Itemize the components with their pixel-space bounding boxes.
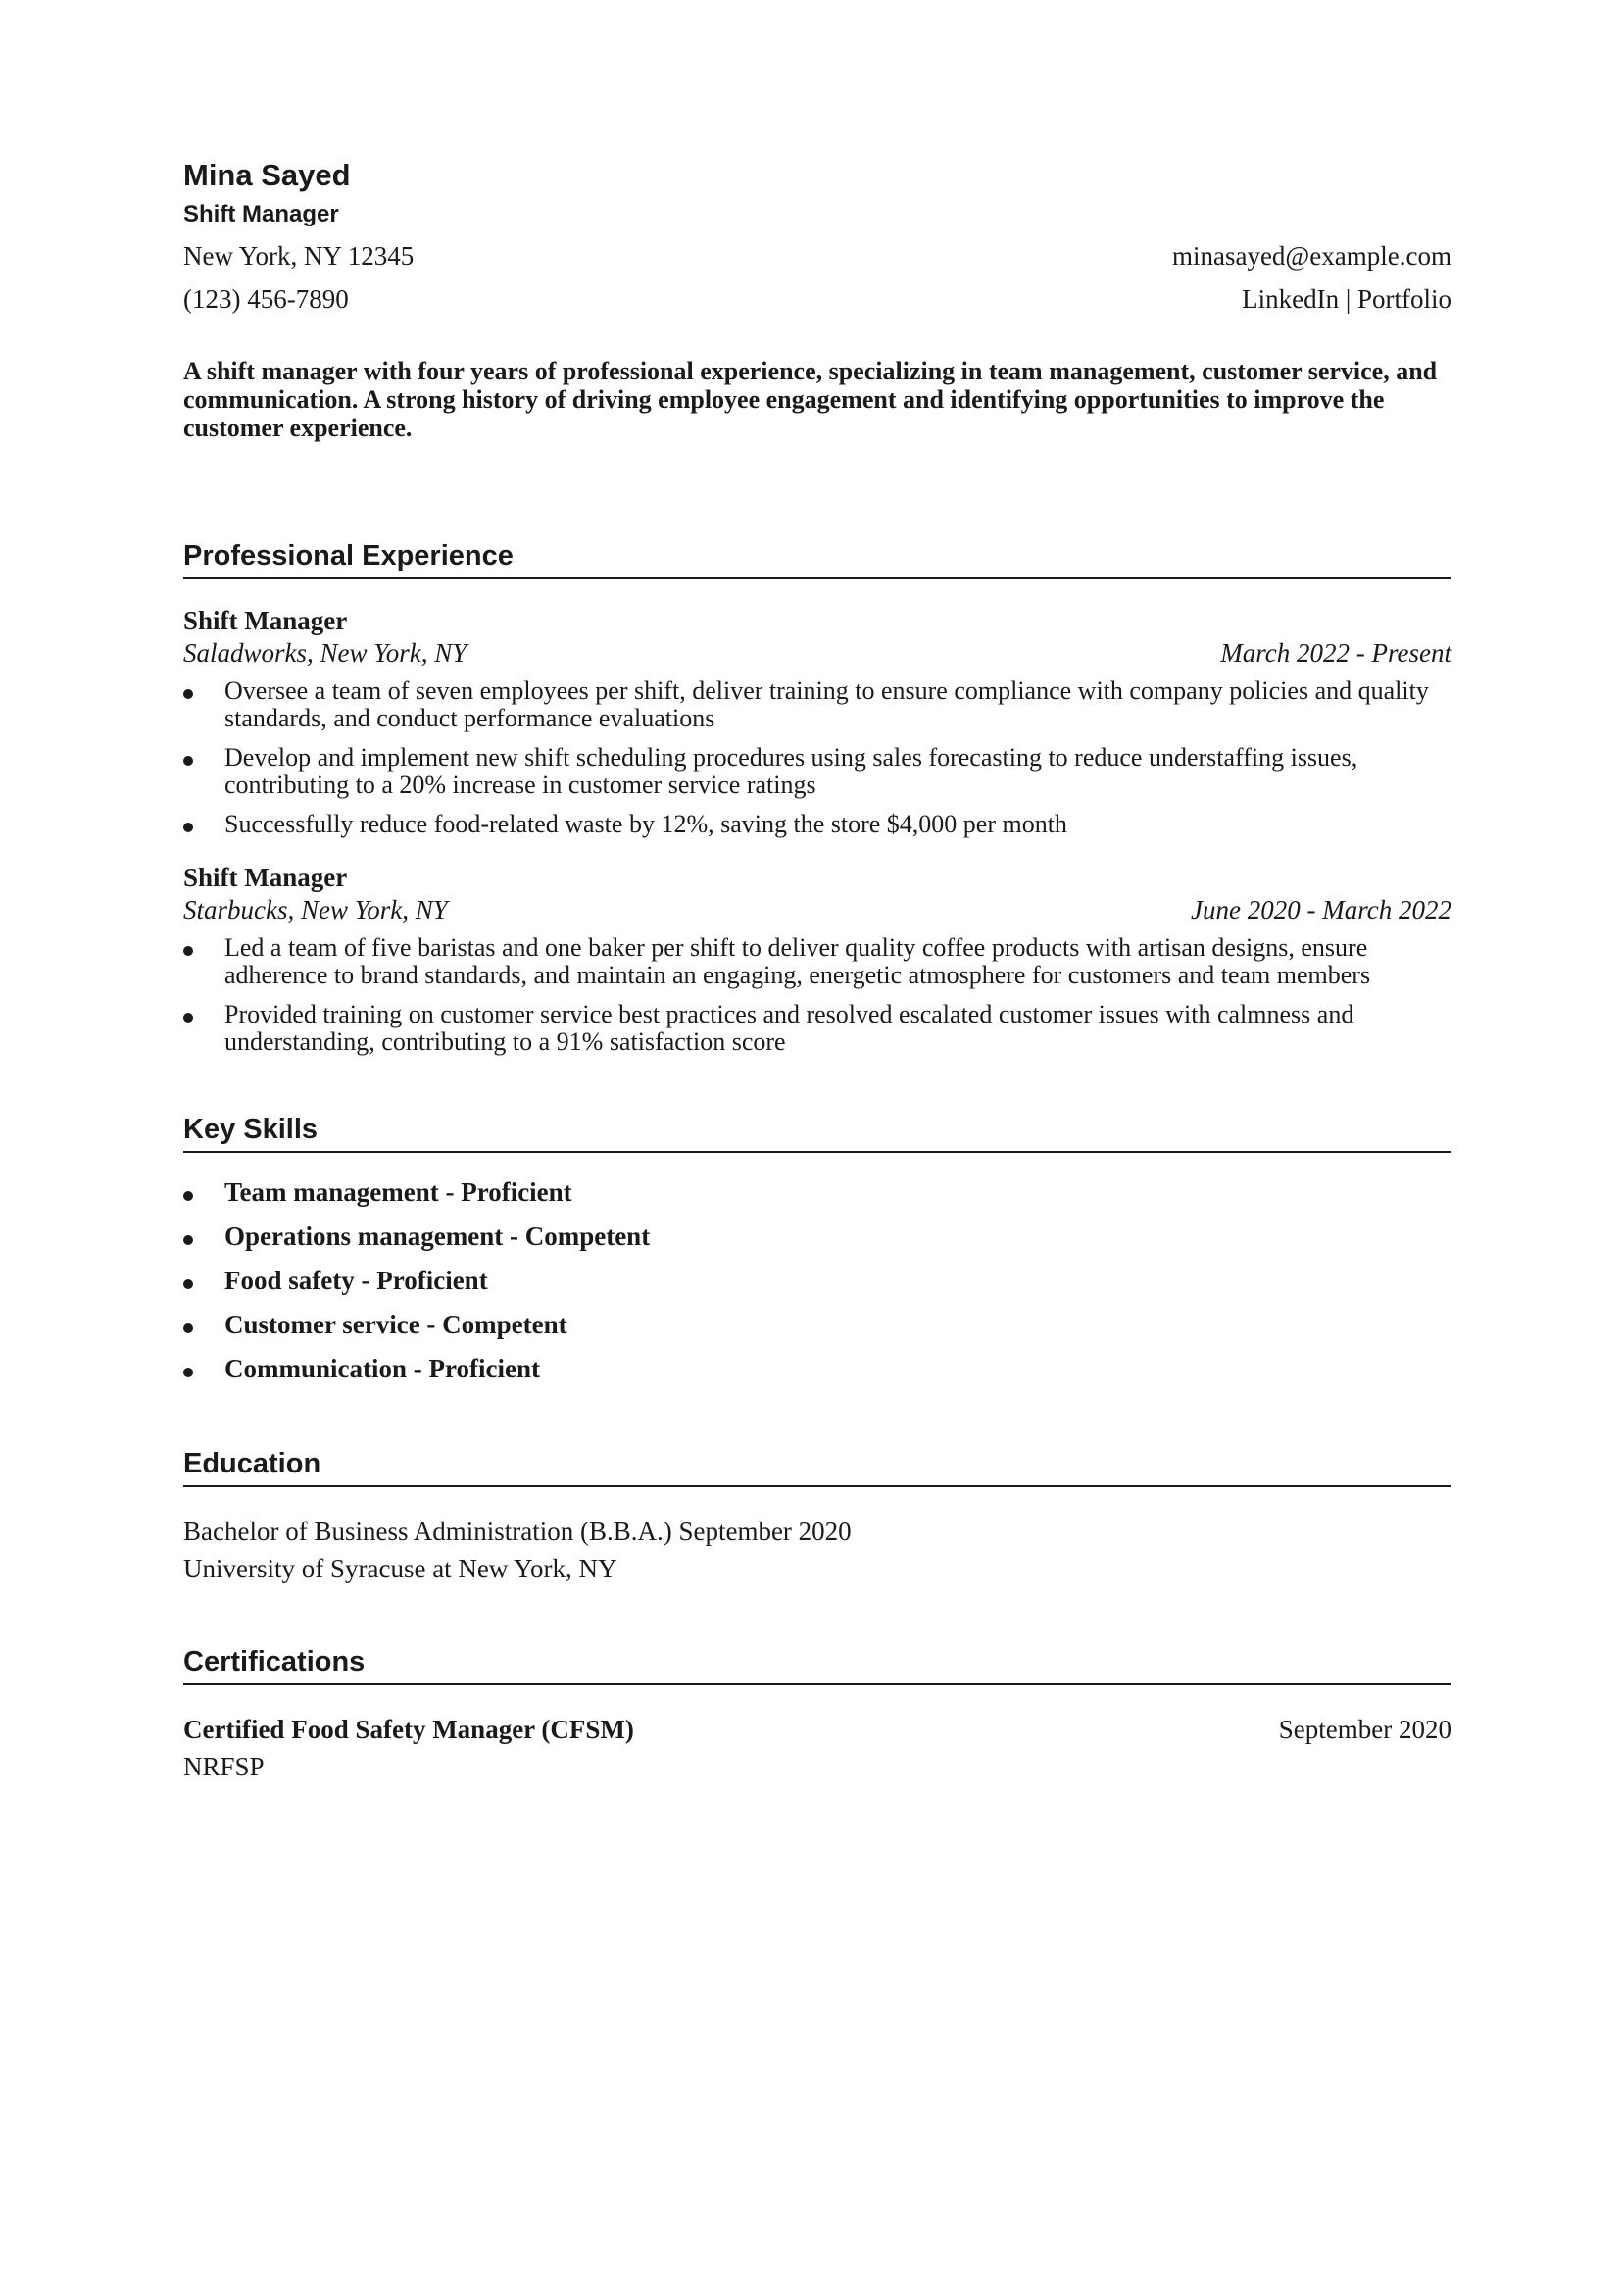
skill-item [183, 1221, 1451, 1253]
profile-links [1242, 282, 1451, 316]
job-company: Saladworks, New York, NY [183, 638, 467, 668]
skill-text: Food safety - Proficient [224, 1266, 488, 1295]
job-bullets [183, 677, 1451, 838]
bullet-item [183, 934, 1451, 989]
bullet-icon [183, 1235, 193, 1245]
bullet-icon [183, 756, 193, 766]
resume-page [183, 157, 1451, 1785]
skill-item [183, 1176, 1451, 1209]
candidate-title: Shift Manager [183, 201, 339, 227]
contact-row-1 [183, 239, 1451, 273]
job-dates: March 2022 - Present [1220, 638, 1451, 668]
skill-text: Communication - Proficient [224, 1354, 540, 1383]
bullet-text: Successfully reduce food-related waste by 12%, saving the store $4,000 per month [224, 810, 1067, 838]
degree-line: Bachelor of Business Administration (B.B.A.) September 2020 [183, 1517, 852, 1546]
bullet-item [183, 811, 1451, 838]
skills-list [183, 1176, 1451, 1385]
job-dates: June 2020 - March 2022 [1191, 895, 1451, 924]
skill-item [183, 1265, 1451, 1297]
email-link[interactable]: minasayed@example.com [1171, 241, 1451, 271]
job-meta [183, 636, 1451, 670]
job-bullets [183, 934, 1451, 1056]
section-heading-skills: Key Skills [183, 1112, 1451, 1153]
section-heading-education: Education [183, 1446, 1451, 1487]
job-entry [183, 605, 1451, 838]
bullet-icon [183, 1279, 193, 1289]
certification-name: Certified Food Safety Manager (CFSM) [183, 1715, 634, 1744]
job-title: Shift Manager [183, 606, 348, 635]
bullet-item [183, 744, 1451, 799]
bullet-icon [183, 946, 193, 956]
bullet-icon [183, 1323, 193, 1333]
certification-date: September 2020 [1278, 1715, 1451, 1744]
bullet-icon [183, 823, 193, 832]
skill-text: Team management - Proficient [224, 1177, 572, 1207]
bullet-icon [183, 1013, 193, 1023]
bullet-icon [183, 1191, 193, 1201]
section-heading-certifications: Certifications [183, 1644, 1451, 1685]
bullet-text: Led a team of five baristas and one baker per shift to deliver quality coffee products with artisan designs, ensure adherence to brand standards, and maintain an engaging, energetic atmosphere for customers and team members [224, 933, 1371, 989]
contact-row-2 [183, 282, 1451, 316]
bullet-icon [183, 689, 193, 699]
job-meta [183, 893, 1451, 926]
candidate-name: Mina Sayed [183, 158, 351, 192]
bullet-text: Oversee a team of seven employees per shift, deliver training to ensure compliance with company policies and quality standards, and conduct performance evaluations [224, 676, 1429, 732]
skill-text: Customer service - Competent [224, 1310, 567, 1339]
phone-text: (123) 456-7890 [183, 284, 349, 314]
skill-item [183, 1309, 1451, 1341]
portfolio-link[interactable]: Portfolio [1356, 284, 1451, 314]
job-entry [183, 862, 1451, 1056]
certification-entry [183, 1711, 1451, 1785]
job-company: Starbucks, New York, NY [183, 895, 448, 924]
linkedin-link[interactable]: LinkedIn [1242, 284, 1340, 314]
bullet-item [183, 1001, 1451, 1056]
bullet-item [183, 677, 1451, 732]
skill-text: Operations management - Competent [224, 1222, 651, 1251]
certification-row [183, 1711, 1451, 1748]
bullet-text: Develop and implement new shift scheduling procedures using sales forecasting to reduce understaffing issues, contributing to a 20% increase in customer service ratings [224, 743, 1358, 799]
certification-issuer: NRFSP [183, 1752, 265, 1781]
bullet-text: Provided training on customer service best practices and resolved escalated customer issues with calmness and understanding, contributing to a 91% satisfaction score [224, 1000, 1354, 1056]
professional-summary: A shift manager with four years of professional experience, specializing in team management, customer service, and communication. A strong history of driving employee engagement and identifying opportunities to improve the customer experience. [183, 357, 1438, 442]
section-heading-experience: Professional Experience [183, 538, 1451, 579]
job-title: Shift Manager [183, 863, 348, 892]
resume-header [183, 157, 1451, 316]
location-text: New York, NY 12345 [183, 241, 415, 271]
bullet-icon [183, 1368, 193, 1377]
school-line: University of Syracuse at New York, NY [183, 1554, 617, 1583]
education-entry [183, 1513, 1451, 1587]
link-separator: | [1339, 284, 1357, 314]
skill-item [183, 1353, 1451, 1385]
